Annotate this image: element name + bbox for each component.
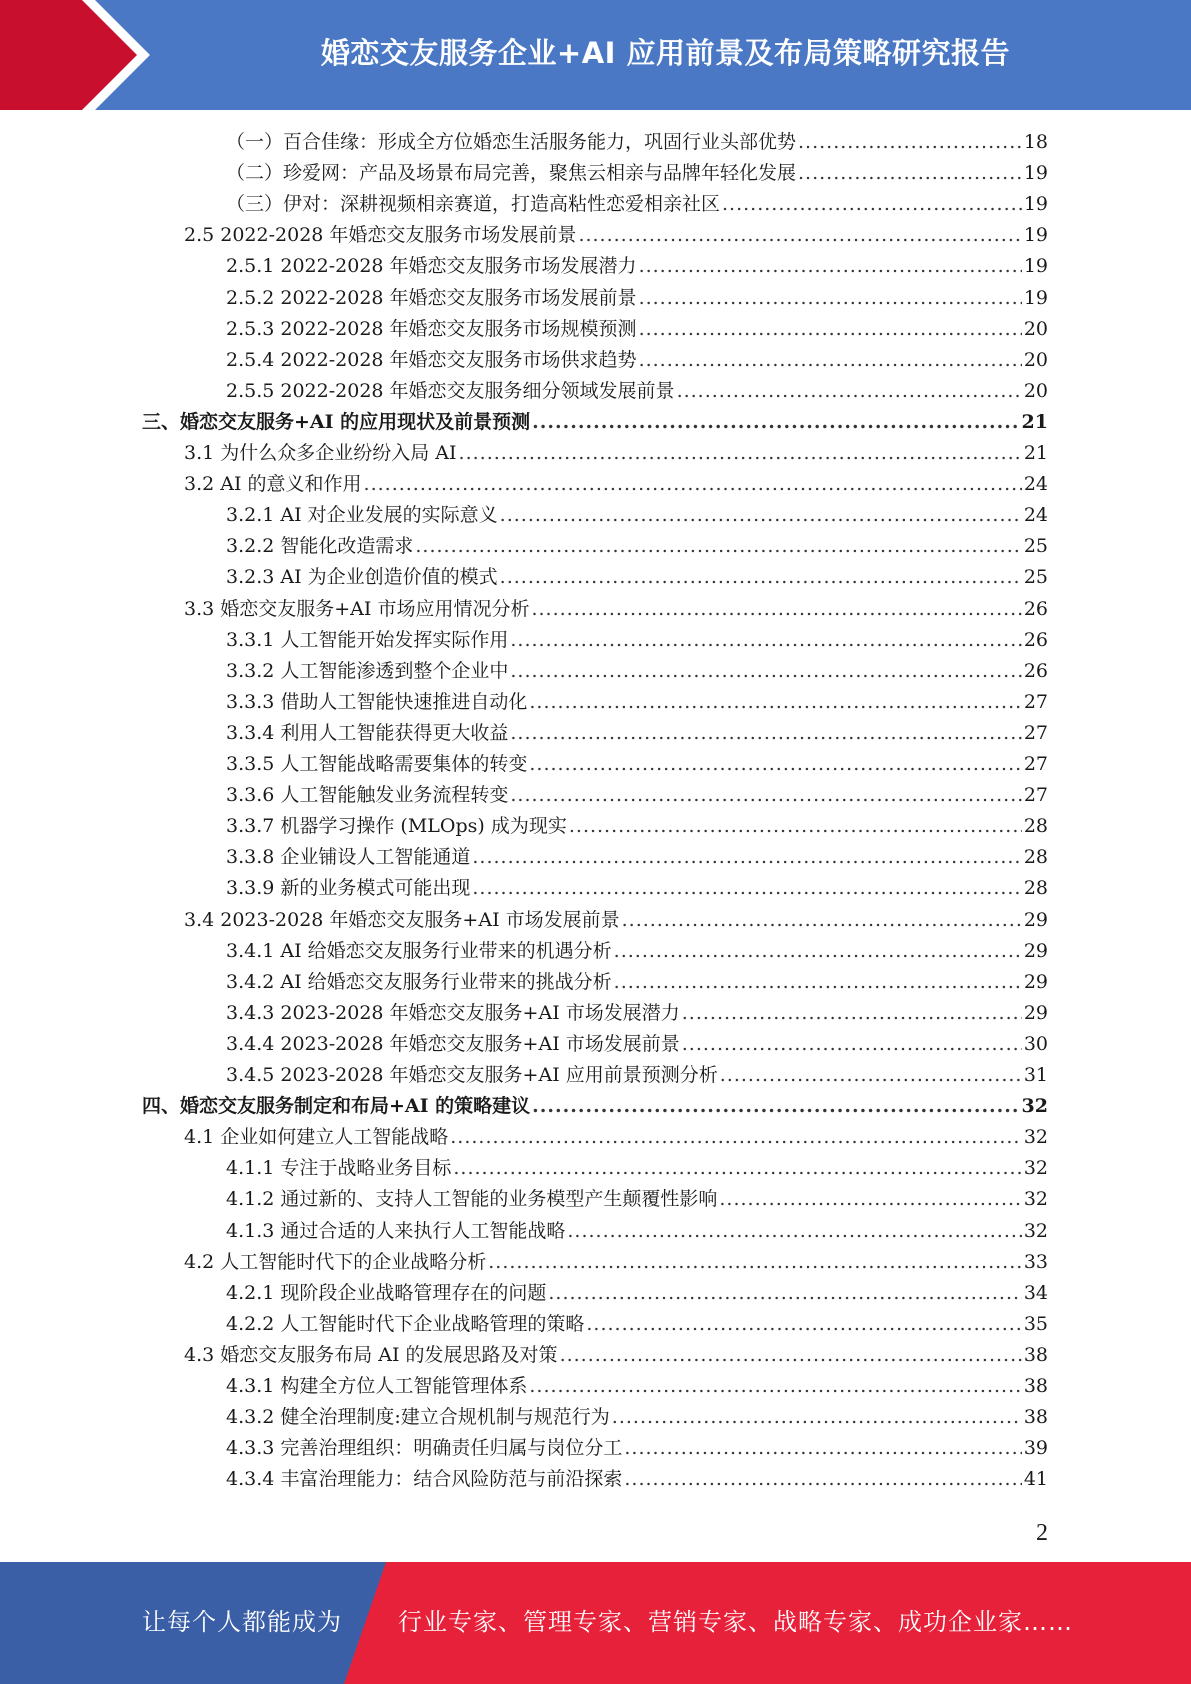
toc-entry-page: 27 (1023, 784, 1048, 807)
toc-dot-leader (639, 283, 1022, 314)
toc-dot-leader (450, 1122, 1022, 1153)
toc-entry-title: 三、婚恋交友服务+AI 的应用现状及前景预测 (142, 410, 531, 433)
toc-entry-title: 3.2 AI 的意义和作用 (184, 473, 362, 496)
footer-banner (0, 1562, 1191, 1684)
toc-entry[interactable] (226, 189, 1048, 220)
toc-dot-leader (510, 625, 1021, 656)
toc-entry-title: 3.3.1 人工智能开始发挥实际作用 (226, 628, 509, 651)
toc-dot-leader (722, 189, 1022, 220)
toc-entry[interactable] (226, 314, 1048, 345)
toc-entry[interactable] (226, 873, 1048, 904)
toc-entry[interactable] (226, 687, 1048, 718)
toc-entry[interactable] (226, 376, 1048, 407)
toc-entry-page: 28 (1023, 877, 1048, 900)
toc-entry[interactable] (226, 158, 1048, 189)
toc-entry-page: 24 (1023, 504, 1048, 527)
toc-entry[interactable] (226, 749, 1048, 780)
toc-dot-leader (567, 1216, 1021, 1247)
toc-entry[interactable] (226, 1184, 1048, 1215)
toc-entry[interactable] (226, 251, 1048, 282)
toc-entry[interactable] (184, 438, 1048, 469)
toc-entry-page: 24 (1023, 473, 1048, 496)
toc-dot-leader (614, 967, 1022, 998)
toc-entry-title: 2.5.4 2022-2028 年婚恋交友服务市场供求趋势 (226, 348, 637, 371)
toc-entry[interactable] (226, 1153, 1048, 1184)
toc-entry[interactable] (184, 1122, 1048, 1153)
toc-entry-page: 27 (1023, 753, 1048, 775)
toc-entry-page: 30 (1023, 1032, 1048, 1055)
toc-entry-page: 41 (1023, 1468, 1048, 1491)
toc-entry-page: 32 (1023, 1157, 1048, 1180)
toc-entry-page: 31 (1023, 1064, 1048, 1086)
toc-entry-title: 3.1 为什么众多企业纷纷入局 AI (184, 442, 457, 464)
toc-entry-title: 4.1 企业如何建立人工智能战略 (184, 1126, 449, 1149)
toc-entry-page: 29 (1023, 1001, 1048, 1024)
toc-entry-page: 27 (1023, 721, 1048, 744)
toc-dot-leader (472, 873, 1021, 904)
toc-entry[interactable] (226, 718, 1048, 749)
toc-dot-leader (548, 1278, 1021, 1309)
toc-dot-leader (560, 1340, 1022, 1371)
toc-dot-leader (459, 438, 1022, 469)
toc-entry-title: 3.3.9 新的业务模式可能出现 (226, 877, 471, 900)
toc-entry[interactable] (226, 842, 1048, 873)
toc-entry-page: 35 (1023, 1312, 1048, 1335)
toc-entry-title: 3.3.3 借助人工智能快速推进自动化 (226, 690, 528, 713)
toc-dot-leader (510, 780, 1021, 811)
toc-entry-page: 32 (1021, 1095, 1048, 1118)
toc-entry-page: 20 (1023, 379, 1048, 402)
toc-entry[interactable] (226, 967, 1048, 998)
toc-entry[interactable] (226, 1029, 1048, 1060)
toc-dot-leader (639, 251, 1022, 282)
toc-entry[interactable] (226, 998, 1048, 1029)
toc-dot-leader (682, 998, 1022, 1029)
toc-dot-leader (586, 1309, 1021, 1340)
toc-entry-title: 4.1.2 通过新的、支持人工智能的业务模型产生颠覆性影响 (226, 1188, 718, 1211)
toc-entry-page: 32 (1023, 1188, 1048, 1211)
toc-entry[interactable] (226, 1309, 1048, 1340)
toc-entry-title: （三）伊对：深耕视频相亲赛道，打造高粘性恋爱相亲社区 (226, 193, 721, 216)
toc-entry[interactable] (184, 469, 1048, 500)
toc-entry-page: 26 (1023, 628, 1048, 651)
toc-entry-title: 3.4.1 AI 给婚恋交友服务行业带来的机遇分析 (226, 939, 612, 962)
toc-dot-leader (639, 345, 1022, 376)
toc-entry-title: 3.3 婚恋交友服务+AI 市场应用情况分析 (184, 597, 530, 620)
toc-entry[interactable] (226, 811, 1048, 842)
toc-entry-page: 27 (1023, 690, 1048, 713)
toc-entry-page: 26 (1023, 597, 1048, 620)
toc-dot-leader (532, 1091, 1019, 1122)
toc-dot-leader (798, 127, 1022, 158)
toc-dot-leader (415, 531, 1021, 562)
toc-entry-title: 四、婚恋交友服务制定和布局+AI 的策略建议 (142, 1095, 531, 1118)
toc-entry-title: 4.2.1 现阶段企业战略管理存在的问题 (226, 1281, 547, 1304)
footer-slogan-left: 让每个人都能成为 (142, 1608, 342, 1636)
toc-dot-leader (624, 1433, 1021, 1464)
toc-entry[interactable] (226, 500, 1048, 531)
toc-entry-title: 4.2.2 人工智能时代下企业战略管理的策略 (226, 1312, 585, 1335)
toc-dot-leader (639, 314, 1022, 345)
toc-entry[interactable] (226, 345, 1048, 376)
toc-entry[interactable] (226, 1371, 1048, 1402)
toc-entry-title: 3.3.4 利用人工智能获得更大收益 (226, 721, 509, 744)
toc-entry[interactable] (226, 283, 1048, 314)
toc-entry-page: 38 (1023, 1375, 1048, 1397)
toc-dot-leader (472, 842, 1021, 873)
toc-entry-page: 34 (1023, 1281, 1048, 1304)
toc-entry-page: 38 (1023, 1343, 1048, 1366)
toc-entry-page: 19 (1023, 162, 1048, 185)
toc-entry-page: 21 (1021, 410, 1048, 433)
toc-entry[interactable] (142, 407, 1048, 438)
toc-entry[interactable] (226, 1278, 1048, 1309)
toc-entry-title: 2.5.1 2022-2028 年婚恋交友服务市场发展潜力 (226, 255, 637, 278)
toc-entry-title: 2.5.2 2022-2028 年婚恋交友服务市场发展前景 (226, 286, 637, 309)
toc-entry-title: 4.3.2 健全治理制度:建立合规机制与规范行为 (226, 1406, 610, 1429)
toc-entry-page: 38 (1023, 1406, 1048, 1429)
toc-entry-title: 4.2 人工智能时代下的企业战略分析 (184, 1250, 487, 1273)
toc-entry-title: 2.5.5 2022-2028 年婚恋交友服务细分领域发展前景 (226, 379, 675, 402)
toc-dot-leader (510, 718, 1021, 749)
toc-entry-page: 19 (1023, 224, 1048, 247)
toc-entry[interactable] (184, 594, 1048, 625)
toc-entry-page: 29 (1023, 970, 1048, 993)
toc-dot-leader (719, 1184, 1021, 1215)
toc-dot-leader (677, 376, 1022, 407)
toc-entry-page: 19 (1023, 193, 1048, 216)
toc-entry[interactable] (226, 531, 1048, 562)
toc-entry-title: 4.3.3 完善治理组织：明确责任归属与岗位分工 (226, 1437, 623, 1460)
toc-dot-leader (529, 1371, 1021, 1402)
toc-entry[interactable] (184, 905, 1048, 936)
toc-dot-leader (612, 1402, 1022, 1433)
toc-entry-page: 26 (1023, 659, 1048, 682)
header-banner (0, 0, 1191, 110)
toc-entry-title: 3.3.2 人工智能渗透到整个企业中 (226, 659, 509, 682)
toc-entry[interactable] (226, 936, 1048, 967)
toc-dot-leader (531, 594, 1021, 625)
toc-entry-page: 32 (1023, 1219, 1048, 1242)
toc-entry-title: 3.4.2 AI 给婚恋交友服务行业带来的挑战分析 (226, 970, 612, 993)
toc-entry[interactable] (142, 1091, 1048, 1122)
toc-entry-title: 4.1.3 通过合适的人来执行人工智能战略 (226, 1219, 566, 1242)
toc-entry-title: 3.4.5 2023-2028 年婚恋交友服务+AI 应用前景预测分析 (226, 1064, 718, 1086)
toc-dot-leader (622, 905, 1022, 936)
toc-entry-page: 19 (1023, 286, 1048, 309)
toc-dot-leader (488, 1247, 1022, 1278)
toc-entry[interactable] (226, 656, 1048, 687)
toc-entry-page: 20 (1023, 317, 1048, 340)
toc-dot-leader (682, 1029, 1022, 1060)
toc-entry-title: 3.2.2 智能化改造需求 (226, 535, 414, 558)
toc-dot-leader (532, 407, 1019, 438)
toc-entry-page: 19 (1023, 255, 1048, 278)
toc-entry-title: 3.3.8 企业铺设人工智能通道 (226, 846, 471, 869)
toc-entry-page: 25 (1023, 535, 1048, 558)
toc-entry-title: 2.5.3 2022-2028 年婚恋交友服务市场规模预测 (226, 317, 637, 340)
header-arrow-decoration (0, 0, 160, 110)
toc-entry-title: 3.3.6 人工智能触发业务流程转变 (226, 784, 509, 807)
toc-entry[interactable] (184, 1247, 1048, 1278)
toc-entry-title: 4.3.1 构建全方位人工智能管理体系 (226, 1375, 528, 1397)
toc-dot-leader (624, 1464, 1021, 1495)
toc-entry-title: 3.2.1 AI 对企业发展的实际意义 (226, 504, 498, 527)
page-number: 2 (1036, 1520, 1048, 1546)
toc-entry-title: 3.3.5 人工智能战略需要集体的转变 (226, 753, 528, 775)
footer-slogan-right: 行业专家、管理专家、营销专家、战略专家、成功企业家…… (398, 1608, 1073, 1636)
toc-entry-page: 18 (1023, 131, 1048, 153)
toc-entry[interactable] (226, 1060, 1048, 1091)
toc-entry-title: 3.3.7 机器学习操作 (MLOps) 成为现实 (226, 815, 567, 838)
toc-entry[interactable] (226, 562, 1048, 593)
toc-dot-leader (720, 1060, 1022, 1091)
toc-entry[interactable] (226, 1402, 1048, 1433)
toc-dot-leader (453, 1153, 1021, 1184)
toc-entry-title: （一）百合佳缘：形成全方位婚恋生活服务能力，巩固行业头部优势 (226, 131, 797, 153)
toc-entry-page: 25 (1023, 566, 1048, 589)
toc-dot-leader (614, 936, 1022, 967)
toc-dot-leader (500, 500, 1022, 531)
toc-entry-page: 29 (1023, 939, 1048, 962)
toc-entry-page: 32 (1023, 1126, 1048, 1149)
toc-entry-title: （二）珍爱网：产品及场景布局完善，聚焦云相亲与品牌年轻化发展 (226, 162, 797, 185)
toc-entry-page: 28 (1023, 846, 1048, 869)
toc-entry-title: 3.4.3 2023-2028 年婚恋交友服务+AI 市场发展潜力 (226, 1001, 680, 1024)
toc-entry-page: 39 (1023, 1437, 1048, 1460)
document-title: 婚恋交友服务企业+AI 应用前景及布局策略研究报告 (320, 36, 1011, 70)
toc-entry-title: 3.4 2023-2028 年婚恋交友服务+AI 市场发展前景 (184, 908, 620, 931)
toc-dot-leader (510, 656, 1021, 687)
toc-entry-page: 28 (1023, 815, 1048, 838)
toc-entry[interactable] (184, 220, 1048, 251)
toc-dot-leader (569, 811, 1022, 842)
toc-entry[interactable] (226, 1216, 1048, 1247)
toc-dot-leader (529, 749, 1021, 780)
toc-entry-page: 21 (1023, 442, 1048, 464)
toc-entry-page: 33 (1023, 1250, 1048, 1273)
toc-entry[interactable] (184, 1340, 1048, 1371)
toc-entry[interactable] (226, 127, 1048, 158)
toc-entry-page: 20 (1023, 348, 1048, 371)
toc-entry[interactable] (226, 1464, 1048, 1495)
toc-entry[interactable] (226, 625, 1048, 656)
toc-dot-leader (798, 158, 1022, 189)
toc-entry-title: 3.2.3 AI 为企业创造价值的模式 (226, 566, 498, 589)
toc-dot-leader (578, 220, 1021, 251)
toc-entry-page: 29 (1023, 908, 1048, 931)
toc-entry-title: 3.4.4 2023-2028 年婚恋交友服务+AI 市场发展前景 (226, 1032, 680, 1055)
toc-entry[interactable] (226, 780, 1048, 811)
toc-entry-title: 4.1.1 专注于战略业务目标 (226, 1157, 452, 1180)
toc-entry-title: 4.3 婚恋交友服务布局 AI 的发展思路及对策 (184, 1343, 558, 1366)
toc-entry-title: 4.3.4 丰富治理能力：结合风险防范与前沿探索 (226, 1468, 623, 1491)
toc-dot-leader (364, 469, 1022, 500)
toc-dot-leader (500, 562, 1022, 593)
toc-dot-leader (529, 687, 1021, 718)
toc-entry-title: 2.5 2022-2028 年婚恋交友服务市场发展前景 (184, 224, 577, 247)
toc-entry[interactable] (226, 1433, 1048, 1464)
